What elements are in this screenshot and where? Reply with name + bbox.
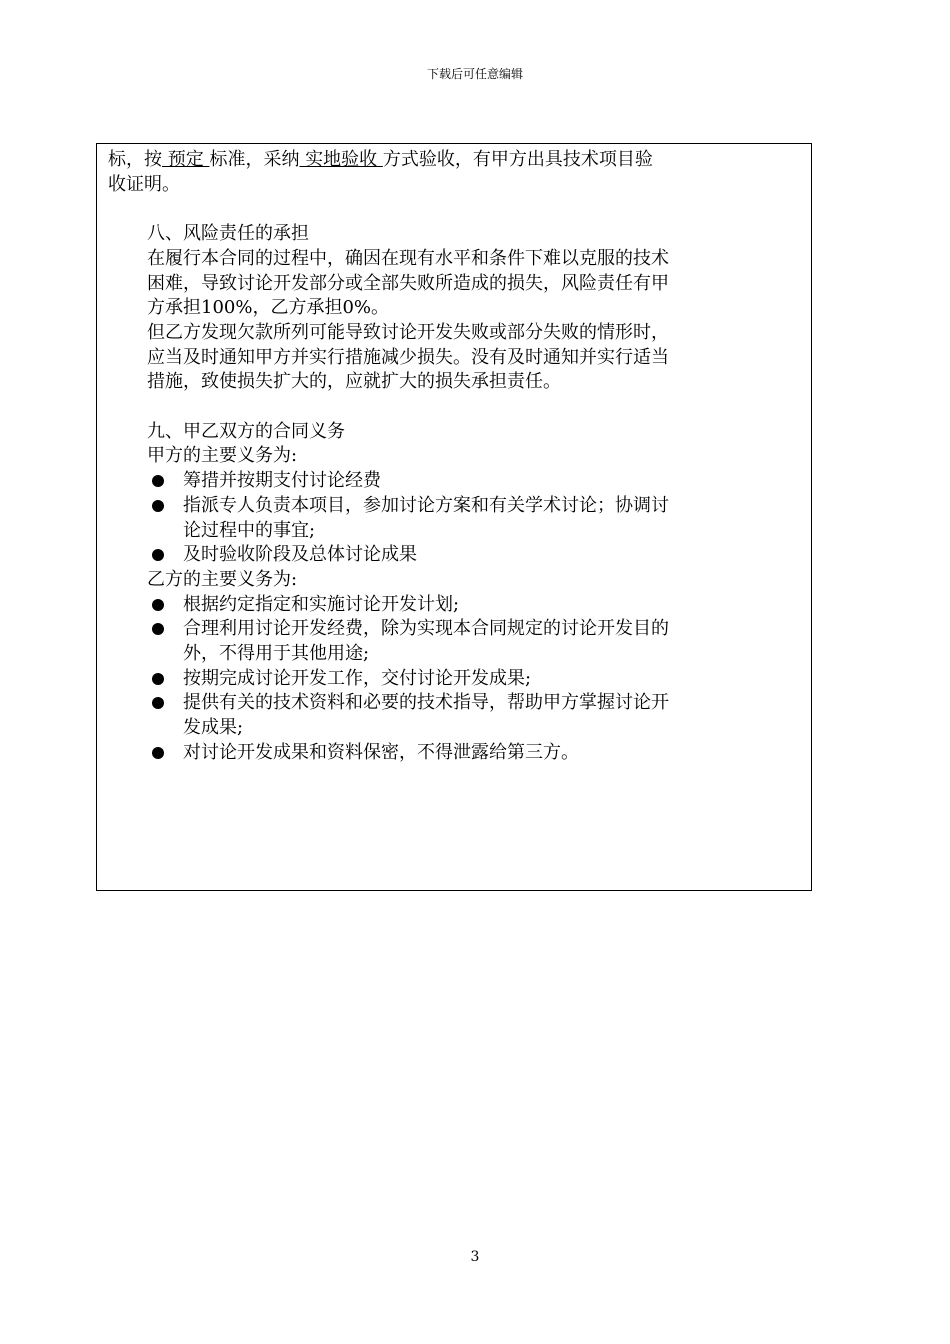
contract-text-box: [96, 143, 812, 891]
bullet-icon: [152, 475, 164, 487]
item-line: 及时验收阶段及总体讨论成果: [183, 544, 417, 566]
section-8-line: 但乙方发现欠款所列可能导致讨论开发失败或部分失败的情形时，: [147, 321, 669, 343]
standard-field: 预定: [162, 149, 210, 170]
contract-content: [108, 148, 798, 766]
party-b-heading: 乙方的主要义务为:: [147, 568, 298, 590]
party-b-item: [108, 667, 798, 692]
section-9-title: 九、甲乙双方的合同义务: [147, 420, 345, 442]
bullet-icon: [152, 747, 164, 759]
bullet-icon: [152, 549, 164, 561]
item-line: 外，不得用于其他用途;: [183, 643, 370, 665]
party-a-heading: 甲方的主要义务为:: [147, 445, 298, 467]
method-field: 实地验收: [299, 149, 383, 170]
section-8-line: 应当及时通知甲方并实行措施减少损失。没有及时通知并实行适当: [147, 346, 669, 368]
party-b-item: [108, 617, 798, 666]
item-line: 筹措并按期支付讨论经费: [183, 470, 381, 492]
bullet-icon: [152, 623, 164, 635]
item-line: 指派专人负责本项目，参加讨论方案和有关学术讨论；协调讨: [183, 494, 669, 516]
item-line: 根据约定指定和实施讨论开发计划;: [183, 593, 460, 615]
item-line: 发成果;: [183, 717, 244, 739]
section-8-line: 措施，致使损失扩大的，应就扩大的损失承担责任。: [147, 371, 561, 393]
item-line: 合理利用讨论开发经费，除为实现本合同规定的讨论开发目的: [183, 618, 669, 640]
item-line: 按期完成讨论开发工作，交付讨论开发成果;: [183, 667, 532, 689]
party-b-item: [108, 593, 798, 618]
bullet-icon: [152, 500, 164, 512]
party-a-item: [108, 494, 798, 543]
acceptance-line: [108, 148, 798, 173]
party-b-item: [108, 741, 798, 766]
text-segment: 方式验收，有甲方出具技术项目验: [382, 149, 653, 170]
text-segment: 标，按: [108, 149, 162, 170]
section-8-line: 在履行本合同的过程中，确因在现有水平和条件下难以克服的技术: [147, 247, 669, 269]
bullet-icon: [152, 599, 164, 611]
page-number: 3: [470, 1249, 480, 1265]
bullet-icon: [152, 697, 164, 709]
item-line: 论过程中的事宜;: [183, 519, 316, 541]
section-8-line: 困难，导致讨论开发部分或全部失败所造成的损失，风险责任有甲: [147, 272, 669, 294]
party-b-item: [108, 691, 798, 740]
bullet-icon: [152, 673, 164, 685]
party-a-item: [108, 543, 798, 568]
item-line: 对讨论开发成果和资料保密，不得泄露给第三方。: [183, 741, 579, 763]
item-line: 提供有关的技术资料和必要的技术指导，帮助甲方掌握讨论开: [183, 692, 669, 714]
page-header: 下载后可任意编辑: [426, 67, 523, 81]
section-8-title: 八、风险责任的承担: [147, 223, 309, 245]
section-8-line: 方承担100%，乙方承担0%。: [147, 297, 390, 319]
acceptance-line-cont: 收证明。: [108, 173, 180, 195]
party-a-item: [108, 469, 798, 494]
text-segment: 标准，采纳: [209, 149, 300, 170]
